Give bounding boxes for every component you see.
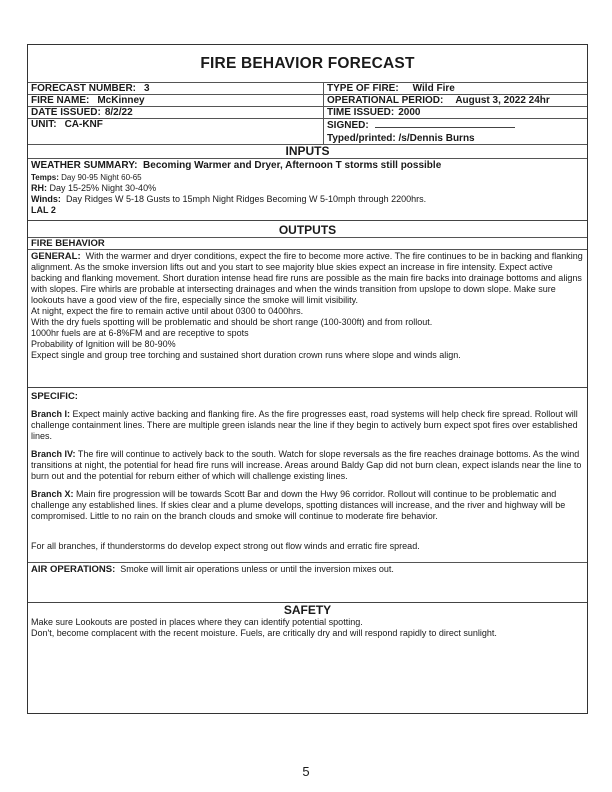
branch-iv (31, 449, 584, 482)
safety-section (28, 617, 587, 639)
air-operations-text: Smoke will limit air operations unless or until the inversion mixes out. (120, 564, 394, 574)
date-issued-label: DATE ISSUED: (31, 107, 101, 118)
general-line-1: At night, expect the fire to remain active until about 0300 to 0400hrs. (31, 306, 304, 316)
winds-label: Winds: (31, 194, 61, 204)
safety-line-1: Make sure Lookouts are posted in places where they can identify potential spotting. (31, 617, 363, 627)
type-of-fire-value: Wild Fire (412, 83, 455, 94)
operational-period-value: August 3, 2022 24hr (455, 95, 550, 106)
rh-value: Day 15-25% Night 30-40% (49, 183, 157, 193)
operational-period-label: OPERATIONAL PERIOD: (327, 95, 444, 106)
temps-line (31, 172, 584, 183)
signed-label: SIGNED: (327, 120, 369, 131)
fire-name-value: McKinney (97, 95, 145, 106)
signed-field (324, 119, 587, 145)
specific-section (28, 388, 587, 563)
general-paragraph (31, 251, 584, 306)
air-operations-section (28, 563, 587, 603)
air-operations-label: AIR OPERATIONS: (31, 564, 116, 575)
signature-line (375, 119, 515, 128)
winds-line (31, 194, 584, 205)
time-issued-value: 2000 (398, 107, 421, 118)
time-issued-label: TIME ISSUED: (327, 107, 395, 118)
unit-value: CA-KNF (64, 119, 103, 130)
unit-field (28, 119, 324, 145)
rh-label: RH: (31, 183, 47, 193)
general-text: With the warmer and dryer conditions, expect the fire to become more active. The fire continues to be in backing and flanking alignment. As the smoke inversion lifts out and you start to see majority blue skies expect an increase in fire intensity. Expect active backing and flanking movement. Short duration intense head fire runs are possible as the main fire backs into drainage bottoms and aligns with slopes. Fire whirls are probable at intersecting drainages and when the winds transition from upslope to down slope. Make sure lookouts have a good view of the fire, especially since the smoke will limit visibility. (31, 251, 583, 305)
general-line-5: Expect single and group tree torching and sustained short duration crown runs where slope and winds align. (31, 350, 461, 360)
weather-summary-value: Becoming Warmer and Dryer, Afternoon T storms still possible (143, 160, 442, 171)
inputs-section (28, 159, 587, 221)
rh-line (31, 183, 584, 194)
typed-printed-label: Typed/printed: (327, 133, 396, 144)
lal-line: LAL 2 (31, 205, 56, 215)
time-issued-field (324, 107, 587, 119)
fire-behavior-label: FIRE BEHAVIOR (28, 238, 587, 250)
unit-label: UNIT: (31, 119, 57, 130)
winds-value: Day Ridges W 5-18 Gusts to 15mph Night Ridges Becoming W 5-10mph through 2200hrs. (65, 194, 427, 204)
safety-heading: SAFETY (283, 603, 332, 617)
safety-line-2: Don't, become complacent with the recent moisture. Fuels, are critically dry and will respond rapidly to direct sunlight. (31, 628, 497, 638)
operational-period-field (324, 95, 587, 107)
date-issued-field (28, 107, 324, 119)
general-line-3: 1000hr fuels are at 6-8%FM and are receptive to spots (31, 328, 249, 338)
typed-printed-value: /s/Dennis Burns (398, 133, 475, 144)
outputs-heading: OUTPUTS (28, 224, 587, 238)
form-title: FIRE BEHAVIOR FORECAST (28, 45, 587, 83)
branch-i (31, 409, 584, 442)
branch-x-label: Branch X: (31, 489, 74, 499)
general-line-2: With the dry fuels spotting will be problematic and should be short range (100-300ft) and from rollout. (31, 317, 433, 327)
header-grid (28, 83, 587, 145)
specific-label: SPECIFIC: (31, 391, 78, 402)
branch-i-text: Expect mainly active backing and flanking fire. As the fire progresses east, road systems will help check fire spread. Rollout will challenge containment lines. There are multiple green islands near the line if they begin to actively burn expect spot fires over established lines. (31, 409, 578, 441)
branch-x (31, 489, 584, 522)
branch-iv-label: Branch IV: (31, 449, 76, 459)
weather-summary-label: WEATHER SUMMARY: (31, 160, 138, 171)
forecast-number-label: FORECAST NUMBER: (31, 83, 136, 94)
temps-label: Temps: (31, 173, 59, 182)
forecast-number-field (28, 83, 324, 95)
type-of-fire-field (324, 83, 587, 95)
date-issued-value: 8/2/22 (104, 107, 133, 118)
weather-summary (31, 160, 584, 172)
type-of-fire-label: TYPE OF FIRE: (327, 83, 399, 94)
inputs-heading: INPUTS (28, 145, 587, 159)
general-line-4: Probability of Ignition will be 80-90% (31, 339, 176, 349)
page-number: 5 (302, 764, 310, 779)
general-label: GENERAL: (31, 251, 81, 262)
fire-name-label: FIRE NAME: (31, 95, 90, 106)
all-branches-note: For all branches, if thunderstorms do develop expect strong out flow winds and erratic fire spread. (31, 541, 420, 551)
branch-x-text: Main fire progression will be towards Scott Bar and down the Hwy 96 corridor. Rollout will continue to be problematic and challenge any established lines. If skies clear and a plume develops, spotting distances will increase, and the river and highway will be compromised. Little to no rain on the branch clouds and smoke will continue to moderate fire behavior. (31, 489, 566, 521)
branch-iv-text: The fire will continue to actively back to the south. Watch for slope reversals as the fire reaches drainage bottoms. As the wind transitions at night, the potential for head fire runs will increase. Areas around Baldy Gap did not burn clean, expect islands near the line to burn out and the potential for reburn either of which will challenge existing lines. (31, 449, 582, 481)
fire-behavior-forecast-form (27, 44, 588, 714)
fire-name-field (28, 95, 324, 107)
forecast-number-value: 3 (144, 83, 150, 94)
general-section (28, 250, 587, 388)
branch-i-label: Branch I: (31, 409, 71, 419)
temps-value: Day 90-95 Night 60-65 (61, 173, 142, 182)
